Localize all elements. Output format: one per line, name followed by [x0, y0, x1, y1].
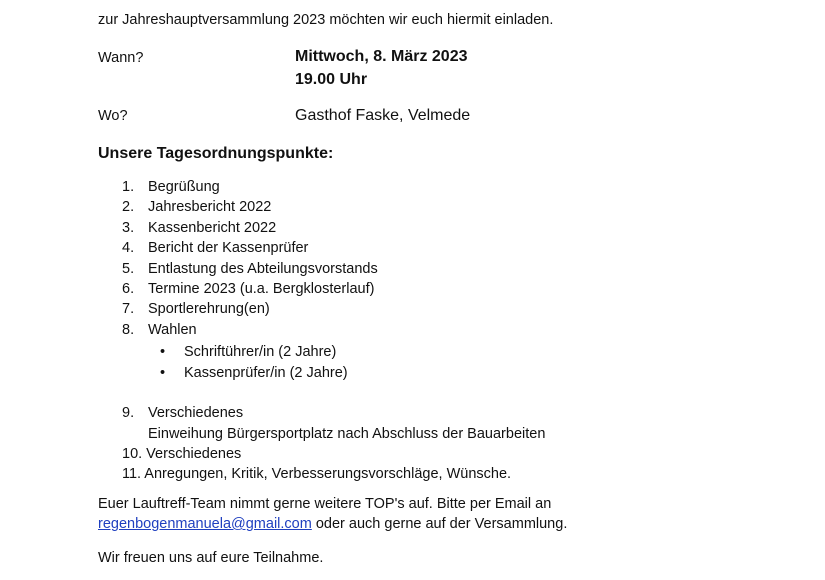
- agenda-item-text: Verschiedenes: [148, 405, 244, 421]
- agenda-item-10: 10. Verschiedenes: [122, 446, 242, 462]
- agenda-item: [122, 301, 270, 317]
- agenda-item-number: 1.: [122, 179, 135, 195]
- agenda-item: [122, 322, 197, 338]
- closing-line-2: [98, 516, 567, 532]
- email-link[interactable]: regenbogenmanuela@gmail.com: [98, 516, 312, 532]
- closing-line-1: Euer Lauftreff-Team nimmt gerne weitere TOP's auf. Bitte per Email an: [98, 496, 552, 512]
- agenda-sub-item: [160, 344, 336, 360]
- bullet-icon: •: [160, 344, 166, 360]
- agenda-item-text: Sportlerehrung(en): [148, 301, 270, 318]
- agenda-item-text: Begrüßung: [148, 179, 220, 195]
- agenda-item: [122, 240, 308, 256]
- agenda-item: [122, 199, 271, 215]
- where-label: Wo?: [98, 108, 128, 124]
- agenda-item-number: 7.: [122, 301, 135, 318]
- agenda-item-number: 3.: [122, 219, 135, 236]
- agenda-item-9-detail: Einweihung Bürgersportplatz nach Abschluss der Bauarbeiten: [148, 426, 546, 442]
- agenda-item-9: [122, 405, 243, 421]
- agenda-item-text: Kassenbericht 2022: [148, 219, 277, 236]
- agenda-sub-item-text: Schriftührer/in (2 Jahre): [184, 344, 337, 360]
- intro-text: zur Jahreshauptversammlung 2023 möchten wir euch hiermit einladen.: [98, 12, 554, 28]
- agenda-sub-item: [160, 365, 348, 381]
- agenda-item-number: 9.: [122, 405, 135, 421]
- agenda-item: [122, 261, 378, 277]
- agenda-item-text: Jahresbericht 2022: [148, 199, 272, 216]
- agenda-item: [122, 220, 276, 236]
- agenda-item-text: Wahlen: [148, 321, 197, 338]
- agenda-item: [122, 281, 374, 297]
- closing-line-2-rest: oder auch gerne auf der Versammlung.: [311, 516, 568, 532]
- event-date: Mittwoch, 8. März 2023: [295, 48, 468, 65]
- event-location: Gasthof Faske, Velmede: [295, 107, 471, 124]
- when-label: Wann?: [98, 50, 144, 66]
- agenda-item-text: Entlastung des Abteilungsvorstands: [148, 260, 378, 277]
- agenda-item-text: Termine 2023 (u.a. Bergklosterlauf): [148, 281, 375, 297]
- agenda-item-text: Bericht der Kassenprüfer: [148, 240, 309, 257]
- agenda-title: Unsere Tagesordnungspunkte:: [98, 145, 334, 162]
- bullet-icon: •: [160, 365, 166, 381]
- agenda-item-number: 5.: [122, 260, 135, 277]
- agenda-item-number: 8.: [122, 321, 135, 338]
- agenda-item-number: 2.: [122, 199, 135, 216]
- agenda-item-number: 4.: [122, 240, 135, 257]
- agenda-item: [122, 179, 220, 195]
- closing-final: Wir freuen uns auf eure Teilnahme.: [98, 550, 324, 566]
- agenda-item-number: 6.: [122, 281, 135, 297]
- event-time: 19.00 Uhr: [295, 71, 368, 88]
- agenda-sub-item-text: Kassenprüfer/in (2 Jahre): [184, 365, 348, 381]
- agenda-item-11: 11. Anregungen, Kritik, Verbesserungsvorschläge, Wünsche.: [122, 466, 512, 482]
